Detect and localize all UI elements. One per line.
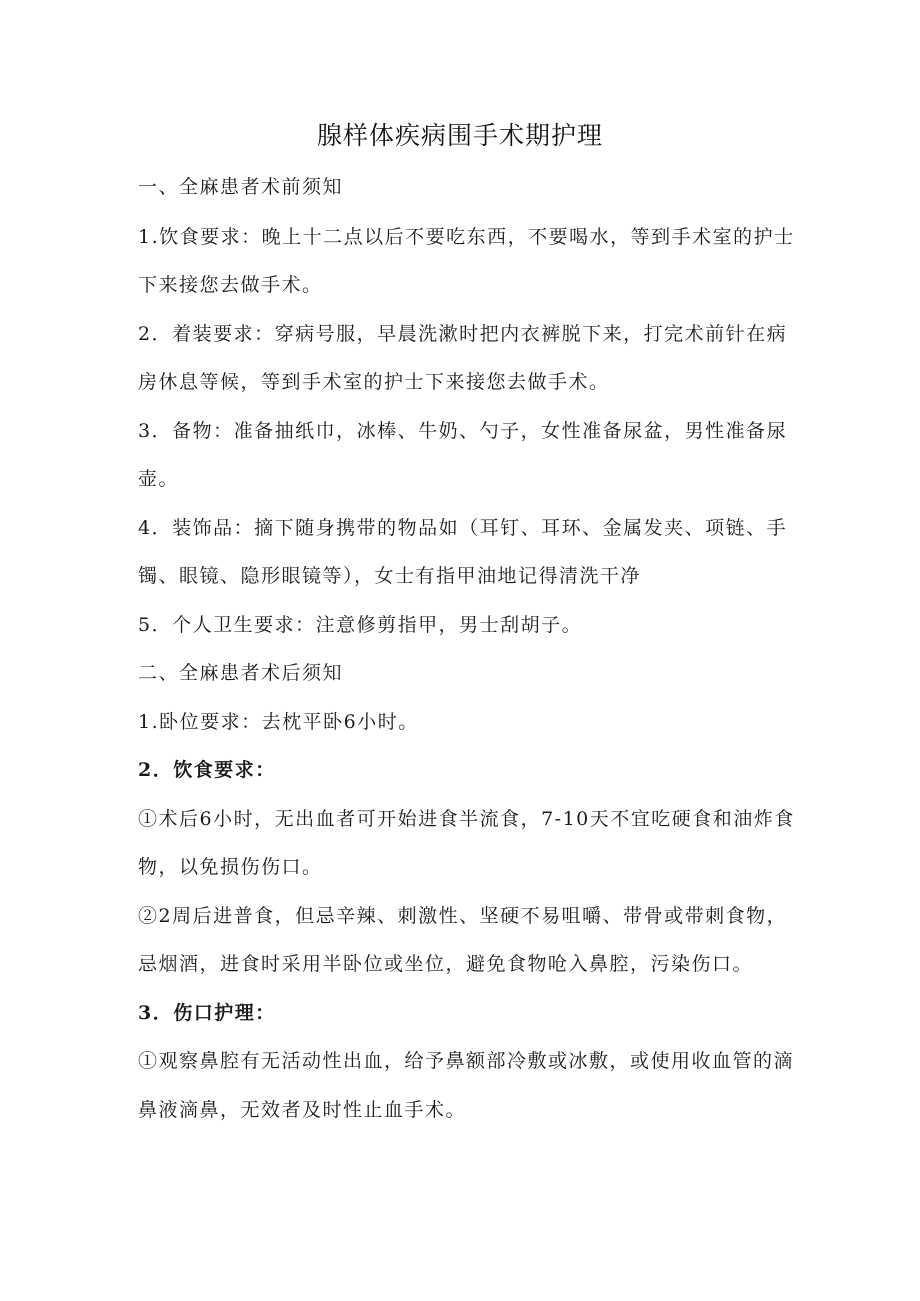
paragraph-line: 2．着装要求：穿病号服，早晨洗漱时把内衣裤脱下来，打完术前针在病 xyxy=(138,323,788,345)
subheading-diet: 2．饮食要求： xyxy=(138,759,276,781)
paragraph-line: 5．个人卫生要求：注意修剪指甲，男士刮胡子。 xyxy=(138,614,583,636)
section-heading-postop: 二、全麻患者术后须知 xyxy=(138,662,344,684)
paragraph-line: 壶。 xyxy=(138,468,180,490)
section-heading-preop: 一、全麻患者术前须知 xyxy=(138,176,344,198)
paragraph-line: 忌烟酒，进食时采用半卧位或坐位，避免食物呛入鼻腔，污染伤口。 xyxy=(138,953,754,975)
paragraph-line: 下来接您去做手术。 xyxy=(138,274,323,296)
paragraph-line: 房休息等候，等到手术室的护士下来接您去做手术。 xyxy=(138,371,610,393)
paragraph-line: 1.卧位要求：去枕平卧6小时。 xyxy=(138,711,419,733)
paragraph-line: ②2周后进普食，但忌辛辣、刺激性、坚硬不易咀嚼、带骨或带刺食物， xyxy=(138,905,788,927)
paragraph-line: 镯、眼镜、隐形眼镜等），女士有指甲油地记得清洗干净 xyxy=(138,565,642,587)
paragraph-line: 物，以免损伤伤口。 xyxy=(138,856,323,878)
paragraph-line: 1.饮食要求：晚上十二点以后不要吃东西，不要喝水，等到手术室的护士 xyxy=(138,226,795,248)
paragraph-line: 4．装饰品：摘下随身携带的物品如（耳钉、耳环、金属发夹、项链、手 xyxy=(138,517,788,539)
paragraph-line: 鼻液滴鼻，无效者及时性止血手术。 xyxy=(138,1099,467,1121)
document-title: 腺样体疾病围手术期护理 xyxy=(316,121,603,150)
subheading-wound-care: 3．伤口护理： xyxy=(138,1002,276,1024)
paragraph-line: ①观察鼻腔有无活动性出血，给予鼻额部冷敷或冰敷，或使用收血管的滴 xyxy=(138,1050,795,1072)
paragraph-line: ①术后6小时，无出血者可开始进食半流食，7-10天不宜吃硬食和油炸食 xyxy=(138,808,795,830)
paragraph-line: 3．备物：准备抽纸巾，冰棒、牛奶、勺子，女性准备尿盆，男性准备尿 xyxy=(138,420,788,442)
